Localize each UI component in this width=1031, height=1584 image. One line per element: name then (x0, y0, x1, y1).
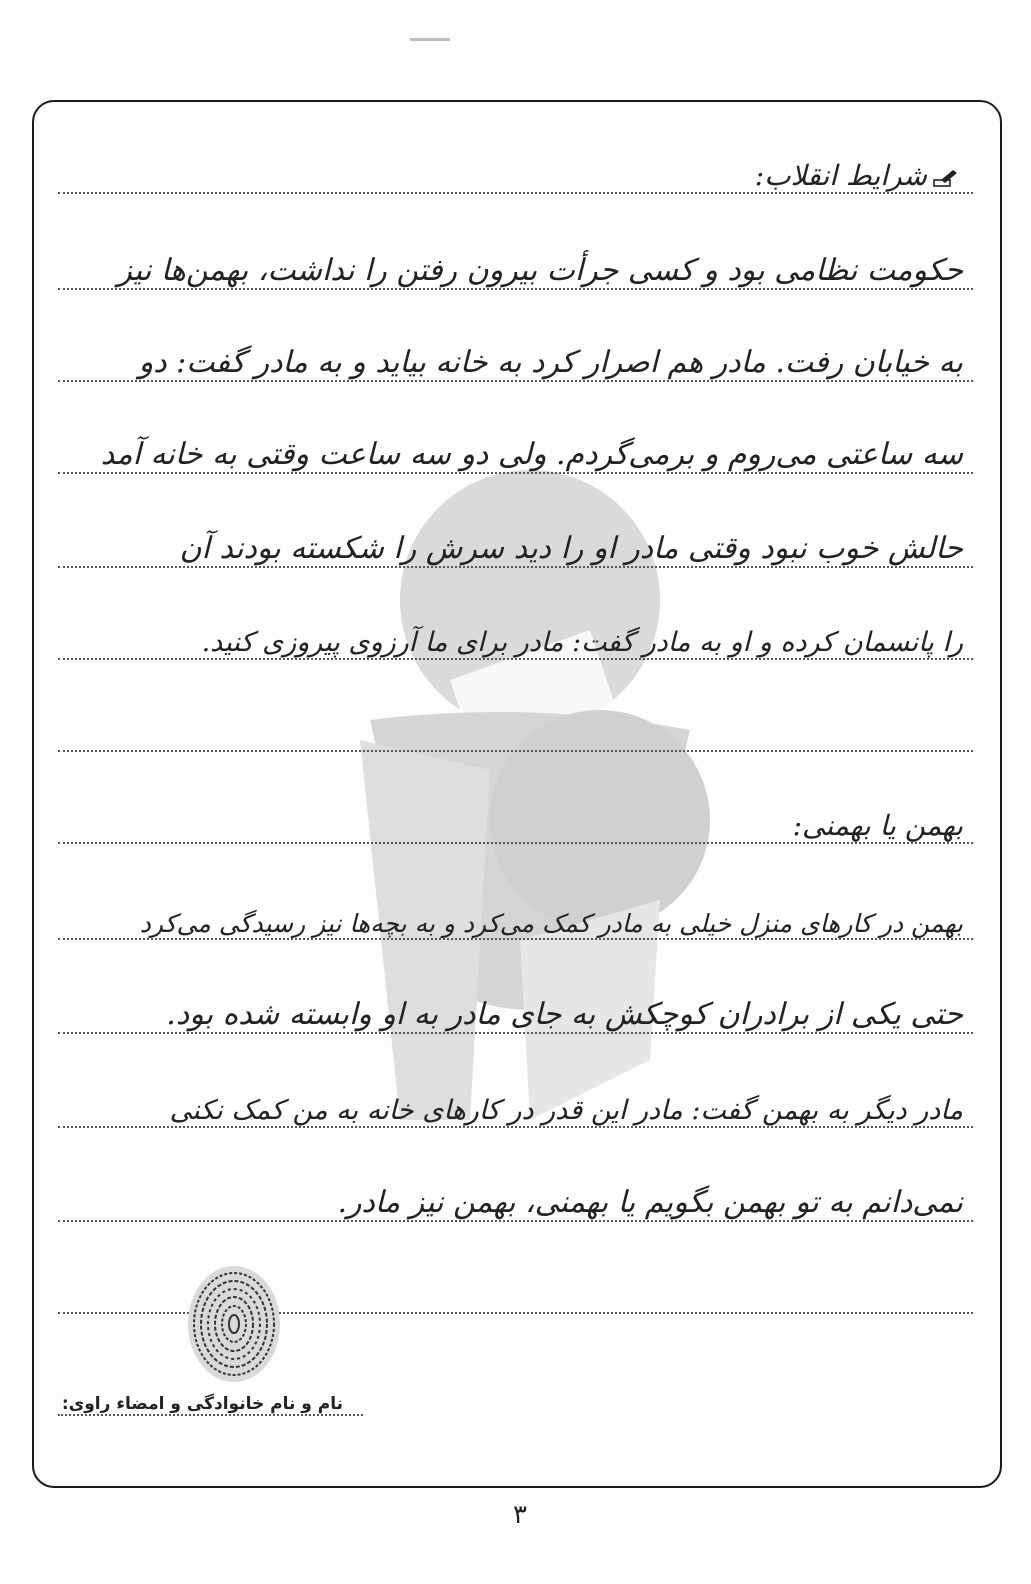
signature-row (58, 1392, 973, 1432)
signature-label: نام و نام خانوادگی و امضاء راوی: (61, 1394, 343, 1414)
section-heading-line (58, 112, 973, 202)
handwritten-line (58, 1046, 973, 1136)
writing-rule (58, 1126, 973, 1128)
scan-artifact (410, 38, 450, 41)
empty-writing-line (58, 670, 973, 760)
section-heading: شرایط انقلاب: (754, 159, 927, 192)
pen-writing-icon (933, 168, 959, 188)
writing-rule (58, 192, 973, 194)
writing-rule (58, 842, 973, 844)
section-heading-line (58, 762, 973, 852)
handwritten-text: نمی‌دانم به تو بهمن بگویم یا بهمنی، بهمن نیز مادر. (337, 1185, 963, 1220)
writing-rule (58, 566, 973, 568)
writing-rule (58, 1032, 973, 1034)
handwritten-line (58, 578, 973, 668)
handwritten-line (58, 486, 973, 576)
section-heading: بهمن یا بهمنی: (792, 809, 963, 842)
handwritten-text: بهمن در کارهای منزل خیلی به مادر کمک می‌کرد و به بچه‌ها نیز رسیدگی می‌کرد (139, 909, 963, 938)
handwritten-line (58, 392, 973, 482)
page-number: ۳ (513, 1500, 527, 1530)
writing-rule (58, 750, 973, 752)
writing-rule (58, 658, 973, 660)
writing-rule (58, 380, 973, 382)
handwritten-line (58, 300, 973, 390)
handwritten-text: حالش خوب نبود وقتی مادر او را دید سرش را شکسته بودند آن (179, 531, 963, 566)
writing-rule (58, 472, 973, 474)
writing-rule (58, 288, 973, 290)
handwritten-text: را پانسمان کرده و او به مادر گفت: مادر برای ما آرزوی پیروزی کنید. (201, 627, 963, 658)
handwritten-text: به خیابان رفت. مادر هم اصرار کرد به خانه بیاید و به مادر گفت: دو (138, 345, 963, 380)
writing-rule (58, 1220, 973, 1222)
handwritten-text: حکومت نظامی بود و کسی جرأت بیرون رفتن را نداشت، بهمن‌ها نیز (117, 253, 963, 288)
handwritten-text: سه ساعتی می‌روم و برمی‌گردم. ولی دو سه ساعت وقتی به خانه آمد (100, 437, 963, 472)
writing-rule (58, 938, 973, 940)
signature-rule (58, 1414, 363, 1416)
fingerprint-icon (180, 1262, 288, 1390)
handwritten-line (58, 1140, 973, 1230)
handwritten-line (58, 858, 973, 948)
handwritten-text: حتی یکی از برادران کوچکش به جای مادر به او وابسته شده بود. (166, 997, 963, 1032)
handwritten-line (58, 952, 973, 1042)
handwritten-text: مادر دیگر به بهمن گفت: مادر این قدر در کارهای خانه به من کمک نکنی (169, 1095, 963, 1126)
handwritten-line (58, 208, 973, 298)
